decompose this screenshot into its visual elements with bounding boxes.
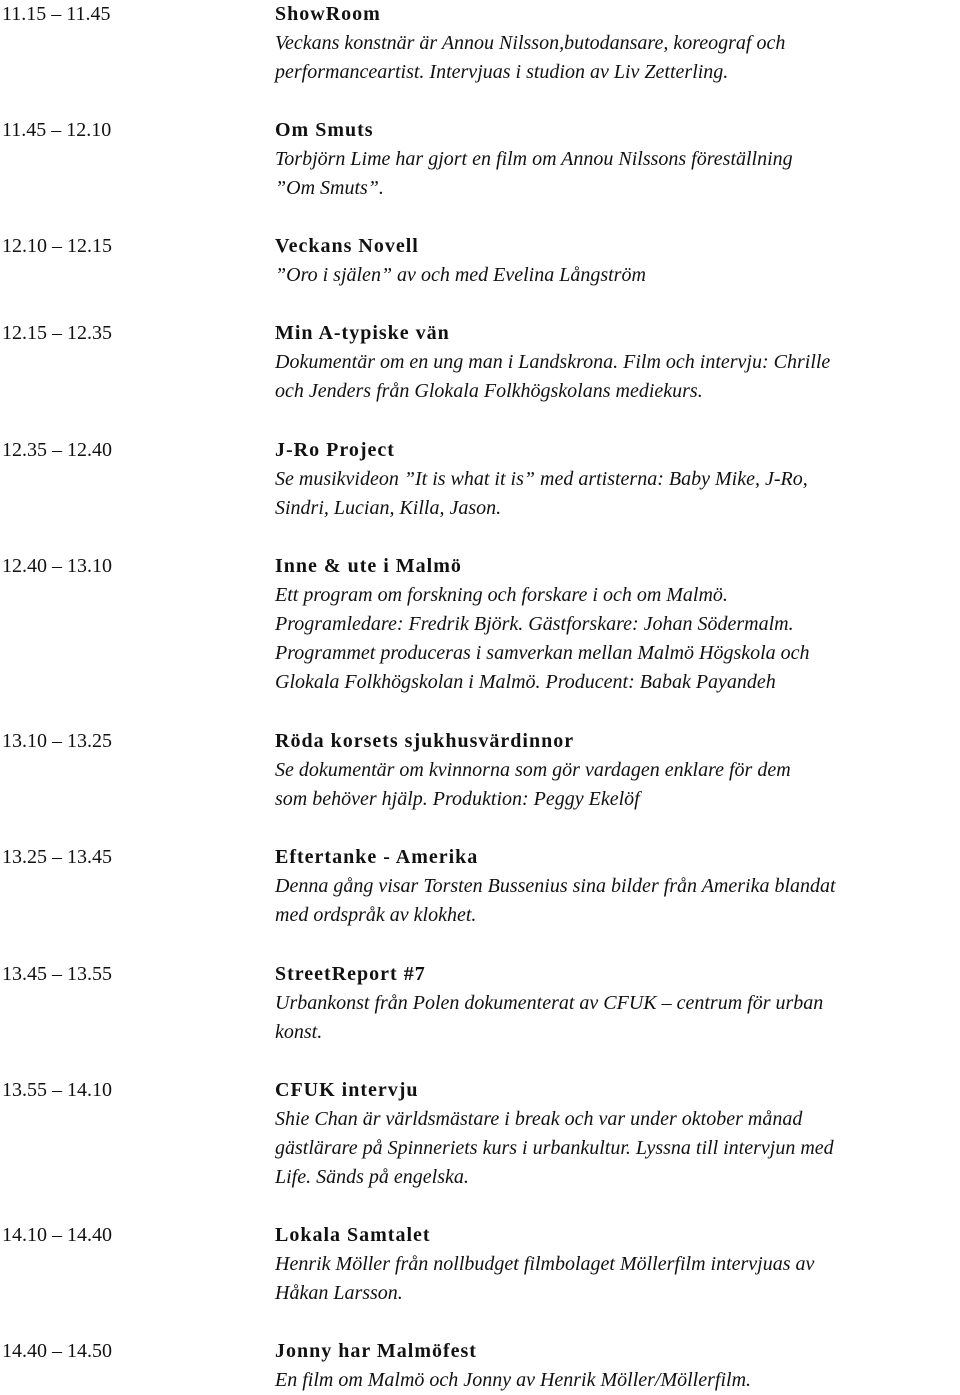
entry-description: Torbjörn Lime har gjort en film om Annou Nilssons föreställning ”Om Smuts”. (275, 148, 793, 199)
entry-content (275, 843, 960, 930)
entry-title: Jonny har Malmöfest (275, 1340, 477, 1362)
entry-content (275, 552, 960, 697)
entry-time: 12.15 – 12.35 (2, 322, 112, 344)
entry-time: 12.35 – 12.40 (2, 439, 112, 461)
entry-time: 13.55 – 14.10 (2, 1079, 112, 1101)
entry-content (275, 1337, 960, 1395)
entry-time: 11.15 – 11.45 (2, 3, 111, 25)
entry-title: Eftertanke - Amerika (275, 846, 479, 868)
entry-description: Veckans konstnär är Annou Nilsson,butodansare, koreograf och performanceartist. Intervjuas i studion av Liv Zetterling. (275, 32, 786, 83)
entry-title: CFUK intervju (275, 1079, 419, 1101)
entry-time: 13.10 – 13.25 (2, 730, 112, 752)
entry-content (275, 727, 960, 814)
entry-title: Om Smuts (275, 119, 374, 141)
entry-description: Ett program om forskning och forskare i och om Malmö. Programledare: Fredrik Björk. Gästforskare: Johan Södermalm. Programmet produceras i samverkan mellan Malmö Högskola och Glokala Folkhögskolan i Malmö. Producent: Babak Payandeh (275, 584, 810, 693)
entry-time: 14.10 – 14.40 (2, 1224, 112, 1246)
entry-title: Röda korsets sjukhusvärdinnor (275, 730, 575, 752)
entry-description: Urbankonst från Polen dokumenterat av CFUK – centrum för urban konst. (275, 992, 824, 1043)
entry-content (275, 960, 960, 1047)
entry-content (275, 1076, 960, 1192)
entry-description: Henrik Möller från nollbudget filmbolaget Möllerfilm intervjuas av Håkan Larsson. (275, 1253, 815, 1304)
entry-time: 13.45 – 13.55 (2, 963, 112, 985)
entry-description: ”Oro i själen” av och med Evelina Långström (275, 264, 646, 286)
entry-time: 12.40 – 13.10 (2, 555, 112, 577)
entry-title: ShowRoom (275, 3, 381, 25)
entry-description: En film om Malmö och Jonny av Henrik Möller/Möllerfilm. (275, 1369, 752, 1391)
entry-description: Se musikvideon ”It is what it is” med artisterna: Baby Mike, J-Ro, Sindri, Lucian, Killa, Jason. (275, 468, 808, 519)
entry-title: J-Ro Project (275, 439, 395, 461)
entry-content (275, 0, 960, 87)
entry-description: Dokumentär om en ung man i Landskrona. Film och intervju: Chrille och Jenders från Glokala Folkhögskolans mediekurs. (275, 351, 831, 402)
entry-description: Shie Chan är världsmästare i break och var under oktober månad gästlärare på Spinneriets kurs i urbankultur. Lyssna till intervjun med Life. Sänds på engelska. (275, 1108, 834, 1188)
entry-content (275, 436, 960, 523)
entry-title: StreetReport #7 (275, 963, 426, 985)
entry-content (275, 1221, 960, 1308)
entry-title: Lokala Samtalet (275, 1224, 431, 1246)
entry-time: 11.45 – 12.10 (2, 119, 112, 141)
entry-content (275, 116, 960, 203)
entry-content (275, 232, 960, 290)
entry-time: 12.10 – 12.15 (2, 235, 112, 257)
entry-time: 13.25 – 13.45 (2, 846, 112, 868)
entry-title: Min A-typiske vän (275, 322, 450, 344)
entry-content (275, 319, 960, 406)
entry-time: 14.40 – 14.50 (2, 1340, 112, 1362)
entry-title: Veckans Novell (275, 235, 419, 257)
entry-description: Se dokumentär om kvinnorna som gör vardagen enklare för dem som behöver hjälp. Produktion: Peggy Ekelöf (275, 759, 791, 810)
entry-description: Denna gång visar Torsten Bussenius sina bilder från Amerika blandat med ordspråk av klokhet. (275, 875, 836, 926)
entry-title: Inne & ute i Malmö (275, 555, 462, 577)
